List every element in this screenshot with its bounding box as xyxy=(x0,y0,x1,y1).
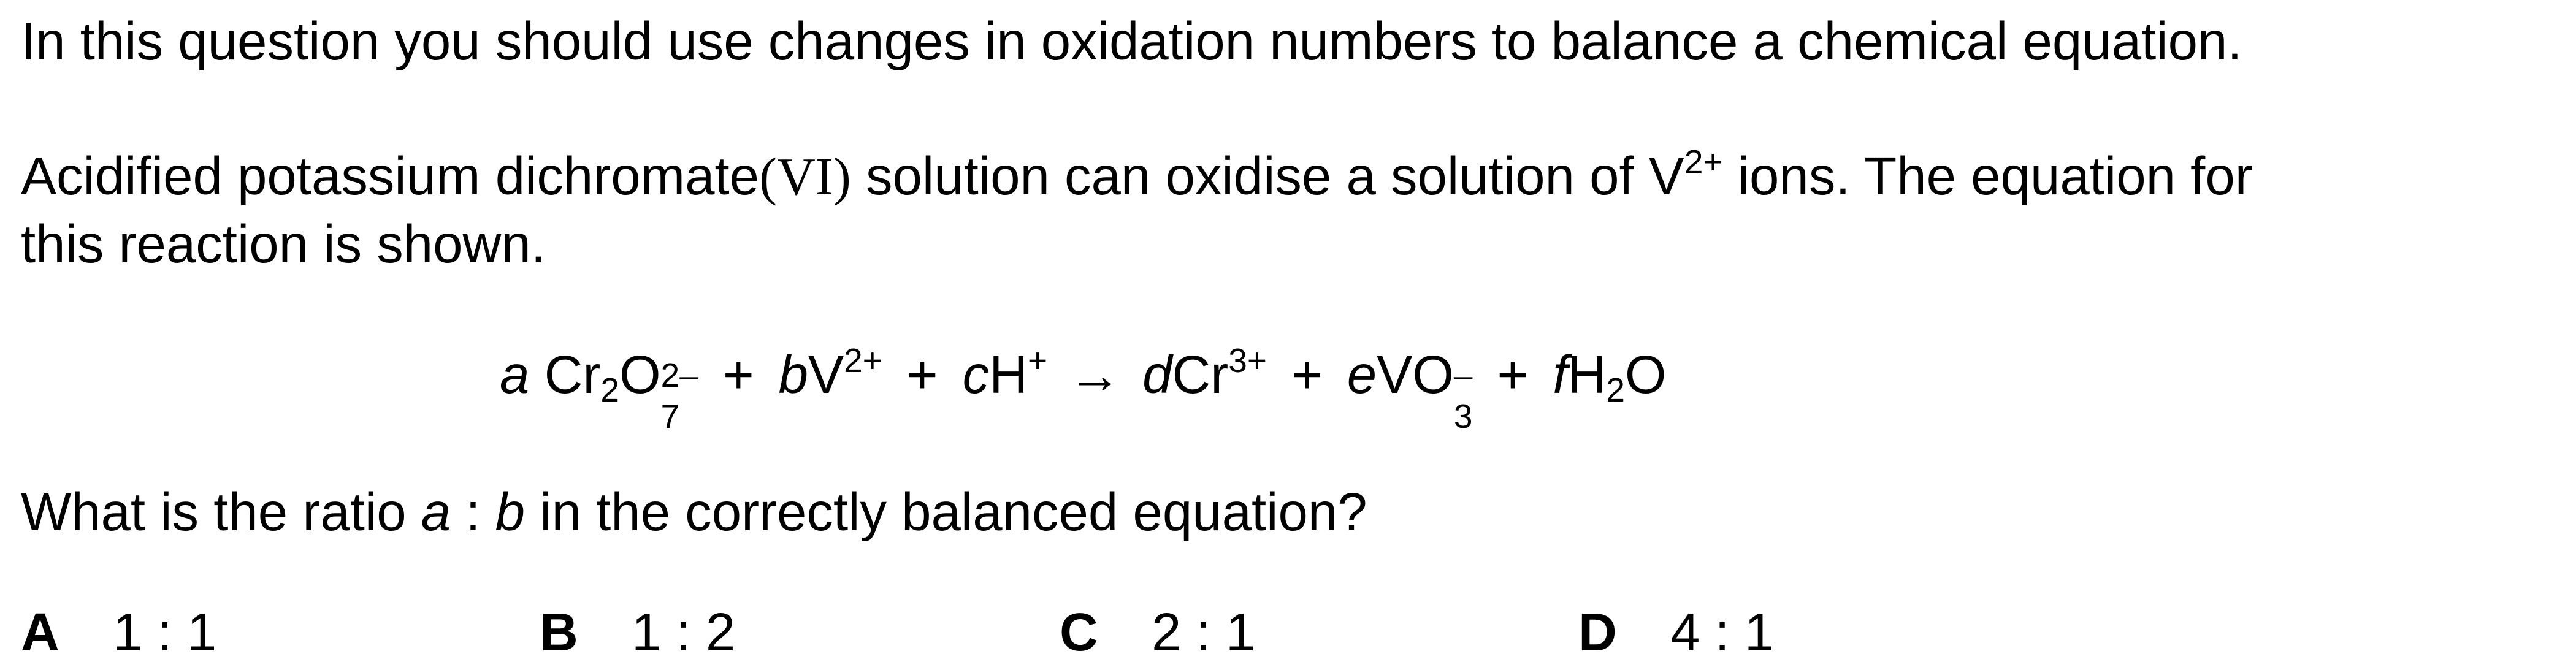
vanadate-sub-3: 3 xyxy=(1453,397,1473,435)
option-b[interactable] xyxy=(540,603,736,662)
context-part-2: solution can oxidise a solution of V xyxy=(850,147,1684,206)
question-text xyxy=(21,482,1367,542)
question-a: a xyxy=(421,482,451,542)
question-prefix: What is the ratio xyxy=(21,482,421,542)
dichromate-cr: Cr xyxy=(544,345,601,405)
plus-2: + xyxy=(906,345,938,405)
intro-text: In this question you should use changes in oxidation numbers to balance a chemical equation. xyxy=(21,12,2242,71)
reaction-arrow: → xyxy=(1068,345,1122,405)
context-part-1: Acidified potassium dichromate xyxy=(21,147,760,206)
hydrogen-charge: + xyxy=(1027,341,1048,379)
dichromate-sub-7: 7 xyxy=(660,397,680,435)
coefficient-a: a xyxy=(500,345,530,405)
dichromate-sub-2: 2 xyxy=(600,371,619,409)
water-h: H xyxy=(1567,345,1607,405)
context-line-2: this reaction is shown. xyxy=(21,215,546,274)
option-d-value: 4 : 1 xyxy=(1670,603,1775,662)
plus-4: + xyxy=(1497,345,1529,405)
option-c-letter: C xyxy=(1060,603,1098,662)
context-part-3: ions. The equation for xyxy=(1722,147,2253,206)
chromium-charge: 3+ xyxy=(1228,341,1267,379)
question-suffix: in the correctly balanced equation? xyxy=(525,482,1367,542)
question-b: b xyxy=(495,482,526,542)
plus-3: + xyxy=(1291,345,1323,405)
option-c[interactable] xyxy=(1060,603,1256,662)
water-o: O xyxy=(1624,345,1667,405)
dichromate-charge: 2– xyxy=(660,356,698,394)
option-b-letter: B xyxy=(540,603,578,662)
vanadate-charge: – xyxy=(1453,356,1473,394)
vanadate-sub-sup xyxy=(1453,356,1473,441)
chemical-equation xyxy=(500,341,1667,441)
option-a-value: 1 : 1 xyxy=(113,603,217,662)
option-a-letter: A xyxy=(21,603,59,662)
option-d[interactable] xyxy=(1578,603,1775,662)
dichromate-o: O xyxy=(619,345,661,405)
dichromate-sub-sup xyxy=(660,356,698,441)
option-b-value: 1 : 2 xyxy=(632,603,736,662)
oxidation-state-roman: (VI) xyxy=(759,147,851,206)
hydrogen-h: H xyxy=(989,345,1028,405)
vanadate-vo: VO xyxy=(1377,345,1454,405)
question-colon: : xyxy=(451,482,495,542)
vanadium-v: V xyxy=(808,345,844,405)
plus-1: + xyxy=(722,345,754,405)
vanadium-charge: 2+ xyxy=(844,341,882,379)
coefficient-f: f xyxy=(1553,345,1568,405)
coefficient-b: b xyxy=(778,345,809,405)
answer-options xyxy=(21,603,2044,667)
chromium-cr: Cr xyxy=(1172,345,1229,405)
option-c-value: 2 : 1 xyxy=(1152,603,1256,662)
option-d-letter: D xyxy=(1578,603,1617,662)
vanadium-ion-charge: 2+ xyxy=(1684,143,1723,181)
water-sub-2: 2 xyxy=(1606,371,1625,409)
coefficient-c: c xyxy=(962,345,990,405)
option-a[interactable] xyxy=(21,603,217,662)
coefficient-d: d xyxy=(1142,345,1172,405)
coefficient-e: e xyxy=(1347,345,1377,405)
context-line-1 xyxy=(21,143,2253,206)
